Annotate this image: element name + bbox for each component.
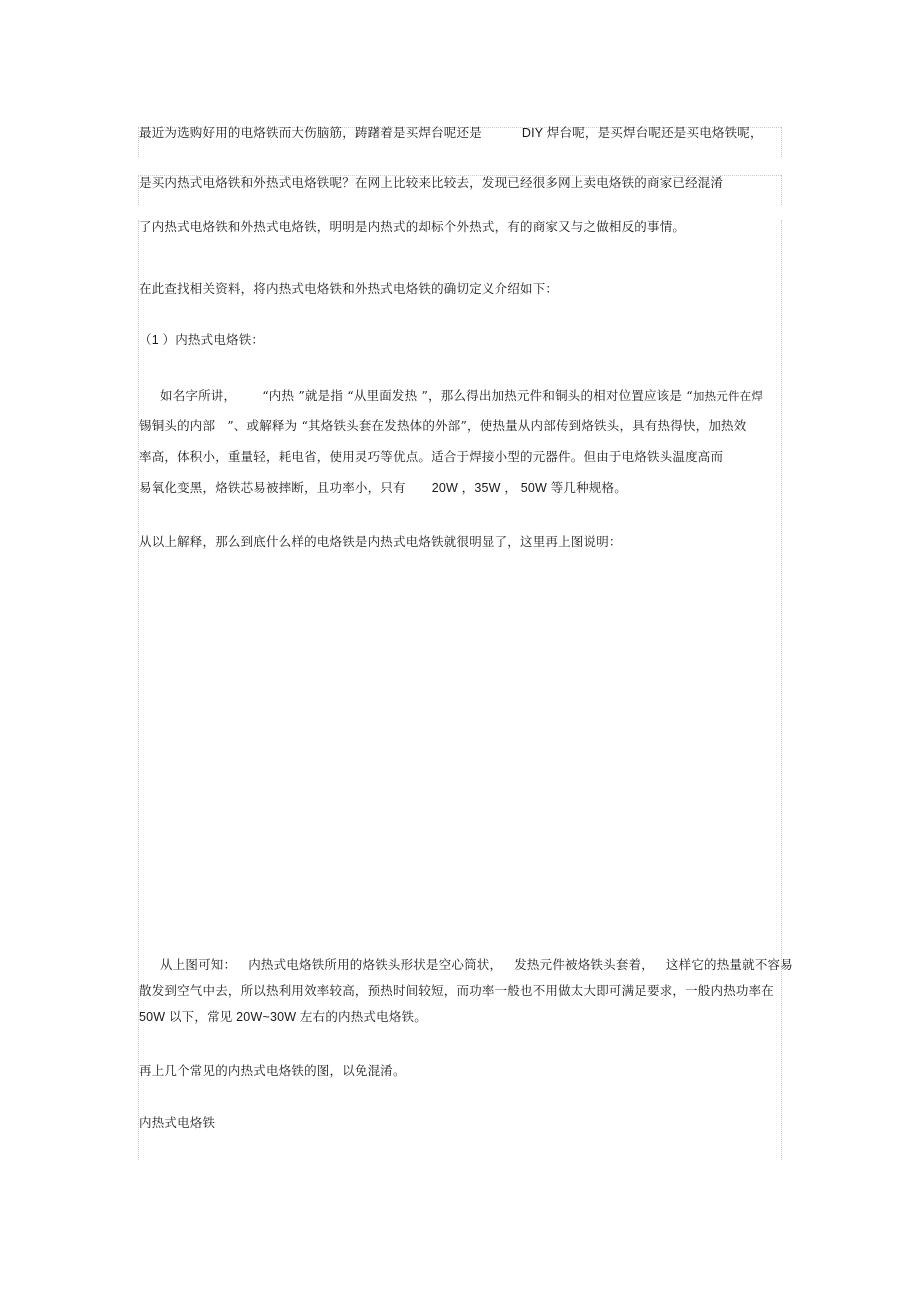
p3-line1-a: 如名字所讲， xyxy=(160,388,237,403)
p3-line3-text: 率高，体积小，重量轻，耗电省，使用灵巧等优点。适合于焊接小型的元器件。但由于电烙铁头温度高而 xyxy=(139,449,724,464)
p5-line3-text: 50W 以下，常见 20W~30W 左右的内热式电烙铁。 xyxy=(139,1010,427,1024)
caption-text: 内热式电烙铁 xyxy=(139,1115,216,1130)
p3-line1-b: “内热 ”就是指 “从里面发热 ”，那么得出加热元件和铜头的相对位置应该是 “ xyxy=(262,388,693,403)
p5-line1 xyxy=(160,957,793,973)
p6-text: 再上几个常见的内热式电烙铁的图，以免混淆。 xyxy=(139,1063,406,1078)
caption-line xyxy=(139,1115,215,1131)
p1-line3-text: 了内热式电烙铁和外热式电烙铁，明明是内热式的却标个外热式，有的商家又与之做相反的事情。 xyxy=(139,219,686,234)
p5-line3 xyxy=(139,1009,427,1025)
p1-line1-b: DIY 焊台呢，是买焊台呢还是买电烙铁呢， xyxy=(521,126,763,140)
p5-line2 xyxy=(139,983,774,999)
figure-placeholder xyxy=(139,570,780,940)
p1-line1-a: 最近为选购好用的电烙铁而大伤脑筋，踌躇着是买焊台呢还是 xyxy=(139,125,482,140)
p2-line xyxy=(139,281,558,297)
p3-line2-b: ”、或解释为 “其烙铁头套在发热体的外部”，使热量从内部传到烙铁头，具有热得快，加热效 xyxy=(227,418,747,433)
p2-text: 在此查找相关资料，将内热式电烙铁和外热式电烙铁的确切定义介绍如下： xyxy=(139,281,559,296)
p5-line1-c: 发热元件被烙铁头套着， xyxy=(514,957,654,972)
frame-right-top xyxy=(781,127,782,157)
p3-line2-a: 锡铜头的内部 xyxy=(139,418,216,433)
p5-line2-text: 散发到空气中去，所以热利用效率较高，预热时间较短，而功率一般也不用做太大即可满足要求，一般内热功率在 xyxy=(139,983,775,998)
p3-line1-c: 加热元件在焊 xyxy=(692,389,764,403)
p5-line1-a: 从上图可知： xyxy=(160,957,237,972)
p3-line2 xyxy=(139,418,746,434)
p4-line xyxy=(139,534,622,550)
p3-line4-a: 易氧化变黑，烙铁芯易被摔断，且功率小，只有 xyxy=(139,480,406,495)
p3-line3 xyxy=(139,449,723,465)
p1-line2-text: 是买内热式电烙铁和外热式电烙铁呢？在网上比较来比较去，发现已经很多网上卖电烙铁的商家已经混淆 xyxy=(139,175,724,190)
p6-line xyxy=(139,1063,406,1079)
p5-line1-d: 这样它的热量就不容易 xyxy=(665,957,793,972)
p5-line1-b: 内热式电烙铁所用的烙铁头形状是空心筒状， xyxy=(248,957,503,972)
heading-1-text: （1 ）内热式电烙铁： xyxy=(139,333,265,347)
frame-right-main xyxy=(781,220,782,1160)
frame-right-2 xyxy=(781,175,782,205)
p3-line4-b: 20W ，35W ， 50W 等几种规格。 xyxy=(431,481,627,495)
p1-line1 xyxy=(139,125,763,141)
heading-1 xyxy=(139,332,264,348)
p3-line1 xyxy=(160,388,763,404)
p3-line4 xyxy=(139,480,627,496)
p4-text: 从以上解释，那么到底什么样的电烙铁是内热式电烙铁就很明显了，这里再上图说明： xyxy=(139,534,622,549)
p1-line2 xyxy=(139,175,723,191)
p1-line3 xyxy=(139,219,685,235)
